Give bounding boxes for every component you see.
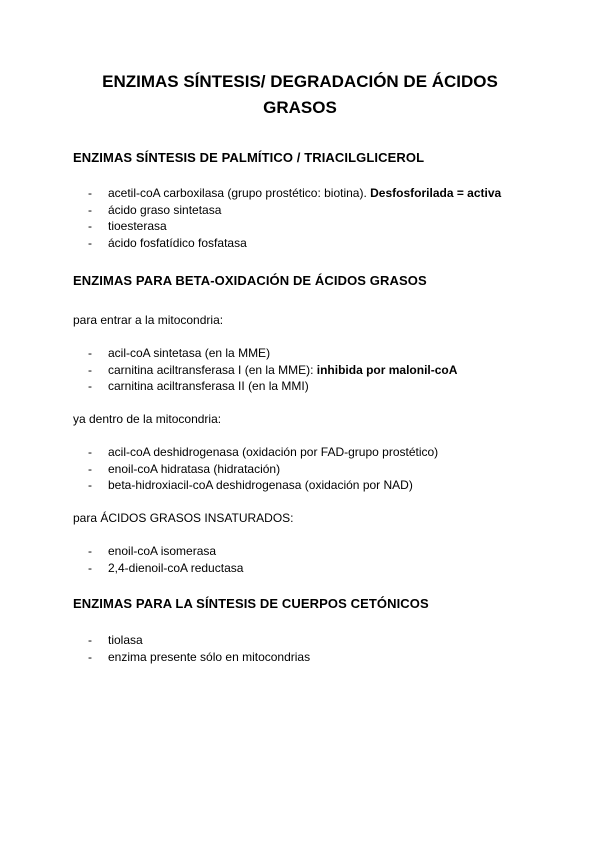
list-bullet: - [88, 202, 92, 217]
intro-unsaturated: para ÁCIDOS GRASOS INSATURADOS: [73, 511, 294, 525]
list-item-text: ácido fosfatídico fosfatasa [108, 235, 247, 250]
list-bullet: - [88, 461, 92, 476]
list-bullet: - [88, 235, 92, 250]
list-item-emphasis: inhibida por malonil-coA [316, 362, 458, 377]
list-item-text: carnitina aciltransferasa II (en la MMI) [108, 379, 309, 393]
list-item [88, 362, 457, 379]
list-item-text: enoil-coA isomerasa [108, 544, 217, 558]
page-title-line-1: ENZIMAS SÍNTESIS/ DEGRADACIÓN DE ÁCIDOS [102, 72, 498, 91]
list-item-text: acetil-coA carboxilasa (grupo prostético: biotina). [108, 186, 371, 200]
list-item [88, 444, 438, 461]
ketone-enzyme-list [88, 632, 310, 665]
list-item-text: carnitina aciltransferasa I (en la MME): [108, 362, 317, 377]
list-item-emphasis: Desfosforilada = activa [370, 186, 502, 200]
list-item [88, 477, 438, 494]
list-bullet: - [88, 633, 92, 647]
list-item [88, 185, 501, 202]
oxidation-enzyme-list [88, 444, 438, 494]
list-item-text: acil-coA sintetasa (en la MME) [108, 346, 271, 360]
list-item [88, 345, 457, 362]
list-item-text: ácido graso sintetasa [108, 202, 222, 217]
list-item-text: tioesterasa [108, 219, 167, 233]
list-item-text: 2,4-dienoil-coA reductasa [108, 560, 244, 575]
list-item [88, 461, 438, 478]
list-item [88, 235, 501, 252]
list-bullet: - [88, 362, 92, 377]
intro-enter-mitochondria: para entrar a la mitocondria: [73, 313, 224, 327]
entry-enzyme-list [88, 345, 457, 395]
synthesis-enzyme-list [88, 185, 501, 251]
list-bullet: - [88, 186, 92, 200]
page-title-line-2: GRASOS [263, 98, 337, 117]
list-item-text: enoil-coA hidratasa (hidratación) [108, 461, 281, 476]
list-bullet: - [88, 478, 92, 492]
list-bullet: - [88, 560, 92, 575]
list-item [88, 632, 310, 649]
list-bullet: - [88, 219, 92, 233]
list-item-text: acil-coA deshidrogenasa (oxidación por FAD-grupo prostético) [108, 445, 439, 459]
list-item-text: beta-hidroxiacil-coA deshidrogenasa (oxidación por NAD) [108, 478, 413, 492]
list-item [88, 202, 501, 219]
list-item [88, 649, 310, 666]
list-bullet: - [88, 379, 92, 393]
section-heading-ketone-bodies: ENZIMAS PARA LA SÍNTESIS DE CUERPOS CETÓNICOS [73, 596, 429, 611]
list-item [88, 378, 457, 395]
list-item-text: tiolasa [108, 633, 143, 647]
list-item [88, 543, 243, 560]
page-title [60, 69, 540, 121]
section-heading-beta-oxidation: ENZIMAS PARA BETA-OXIDACIÓN DE ÁCIDOS GRASOS [73, 273, 427, 288]
list-bullet: - [88, 649, 92, 664]
list-item [88, 560, 243, 577]
list-bullet: - [88, 346, 92, 360]
list-item-text: enzima presente sólo en mitocondrias [108, 649, 311, 664]
list-item [88, 218, 501, 235]
unsaturated-enzyme-list [88, 543, 243, 576]
section-heading-synthesis: ENZIMAS SÍNTESIS DE PALMÍTICO / TRIACILGLICEROL [73, 150, 425, 165]
intro-inside-mitochondria: ya dentro de la mitocondria: [73, 412, 222, 426]
list-bullet: - [88, 544, 92, 558]
list-bullet: - [88, 445, 92, 459]
